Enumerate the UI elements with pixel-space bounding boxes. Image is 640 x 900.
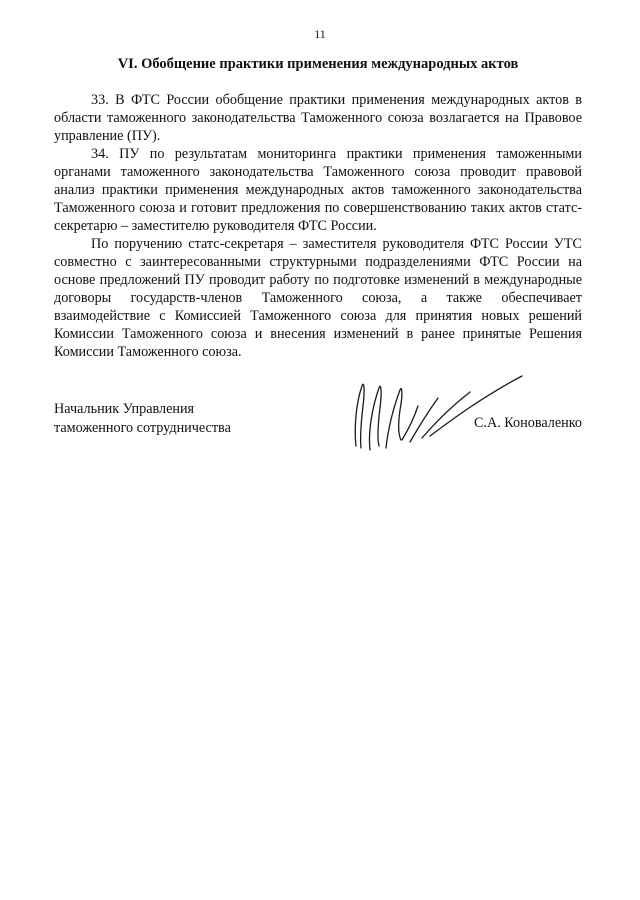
signatory-position-line-2: таможенного сотрудничества: [54, 420, 231, 436]
paragraph-instruction: По поручению статс-секретаря – заместителя руководителя ФТС России УТС совместно с заинтересованными структурными подразделениями ФТС России на основе предложений ПУ проводит работу по подготовке изменений в международные договоры государств-членов Таможенного союза, а также обеспечивает взаимодействие с Комиссией Таможенного союза для принятия новых решений Комиссии Таможенного союза и внесения изменений в ранее принятые Решения Комиссии Таможенного союза.: [54, 236, 582, 360]
page-number: 11: [314, 27, 326, 41]
paragraph-33: 33. В ФТС России обобщение практики применения международных актов в области таможенного законодательства Таможенного союза возлагается на Правовое управление (ПУ).: [54, 92, 582, 144]
signatory-name: С.А. Коноваленко: [473, 415, 582, 431]
paragraph-34: 34. ПУ по результатам мониторинга практики применения таможенными органами таможенного законодательства Таможенного союза проводит правовой анализ практики применения международных актов таможенного законодательства Таможенного союза и готовит предложения по совершенствованию таких актов статс-секретарю – заместителю руководителя ФТС России.: [54, 146, 582, 234]
document-body: [54, 91, 582, 361]
signatory-position-line-1: Начальник Управления: [54, 401, 195, 417]
handwritten-signature: [334, 368, 534, 458]
section-title: VI. Обобщение практики применения международных актов: [117, 56, 519, 72]
